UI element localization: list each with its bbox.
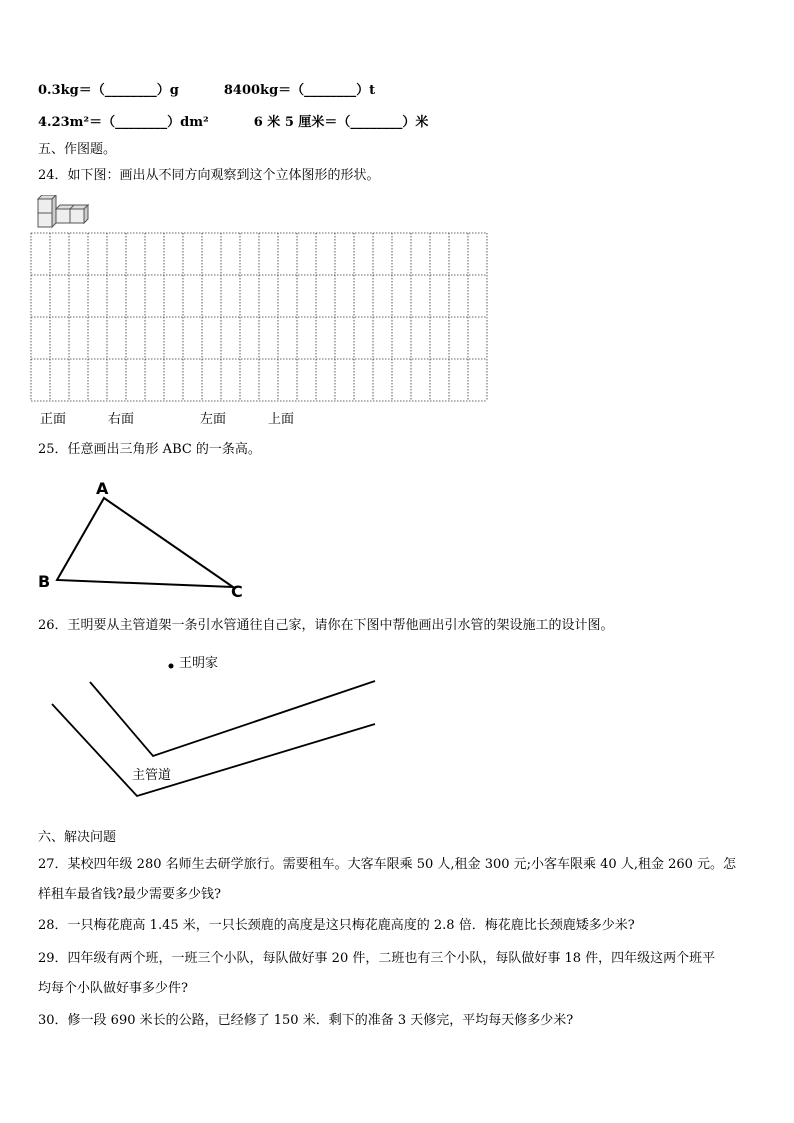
triangle-shape [57, 498, 233, 587]
answer-blank[interactable]: ________ [304, 83, 357, 98]
conversion-1: 0.3kg＝（________）g [38, 83, 179, 98]
answer-blank[interactable]: ________ [104, 83, 157, 98]
cube-figure [36, 195, 100, 231]
home-dot [169, 664, 174, 669]
vertex-b-label: B [38, 572, 51, 591]
answer-blank[interactable]: ________ [350, 115, 403, 130]
section-5-title: 五、作图题。 [38, 142, 117, 157]
drawing-grid[interactable] [30, 232, 488, 402]
question-28: 28．一只梅花鹿高 1.45 米，一只长颈鹿的高度是这只梅花鹿高度的 2.8 倍．梅花鹿比长颈鹿矮多少米? [38, 918, 635, 933]
vertex-c-label: C [231, 582, 243, 601]
view-label-right: 右面 [108, 412, 135, 427]
conversion-2: 8400kg＝（________）t [223, 83, 376, 98]
conversion-row-1 [38, 82, 375, 100]
conversion-row-2 [38, 114, 428, 132]
conversion-3: 4.23m²＝（________）dm² [38, 115, 209, 130]
question-24: 24．如下图：画出从不同方向观察到这个立体图形的形状。 [38, 168, 380, 183]
question-29-line-1: 29．四年级有两个班，一班三个小队，每队做好事 20 件，二班也有三个小队，每队做好事 18 件，四年级这两个班平 [38, 951, 716, 966]
section-6-title: 六、解决问题 [38, 830, 117, 845]
pipe-diagram [40, 648, 385, 818]
question-27-line-1: 27．某校四年级 280 名师生去研学旅行。需要租车。大客车限乘 50 人,租金 300 元;小客车限乘 40 人,租金 260 元。怎 [38, 857, 737, 872]
answer-blank[interactable]: ________ [115, 115, 168, 130]
question-27-line-2: 样租车最省钱?最少需要多少钱? [38, 887, 221, 902]
conversion-4: 6 米 5 厘米＝（________）米 [253, 115, 429, 130]
view-label-left: 左面 [200, 412, 227, 427]
question-25: 25．任意画出三角形 ABC 的一条高。 [38, 442, 261, 457]
question-26: 26．王明要从主管道架一条引水管通往自己家，请你在下图中帮他画出引水管的架设施工的设计图。 [38, 618, 614, 633]
pipe-inner-edge [90, 681, 375, 756]
question-29-line-2: 均每个小队做好事多少件? [38, 981, 188, 996]
pipe-outer-edge [52, 704, 375, 796]
question-30: 30．修一段 690 米长的公路，已经修了 150 米．剩下的准备 3 天修完，平均每天修多少米? [38, 1013, 574, 1028]
view-label-top: 上面 [268, 412, 295, 427]
main-pipe-label: 主管道 [132, 768, 172, 783]
view-label-front: 正面 [40, 412, 67, 427]
vertex-a-label: A [96, 479, 109, 498]
home-label: 王明家 [179, 656, 219, 671]
triangle-abc [30, 472, 260, 604]
